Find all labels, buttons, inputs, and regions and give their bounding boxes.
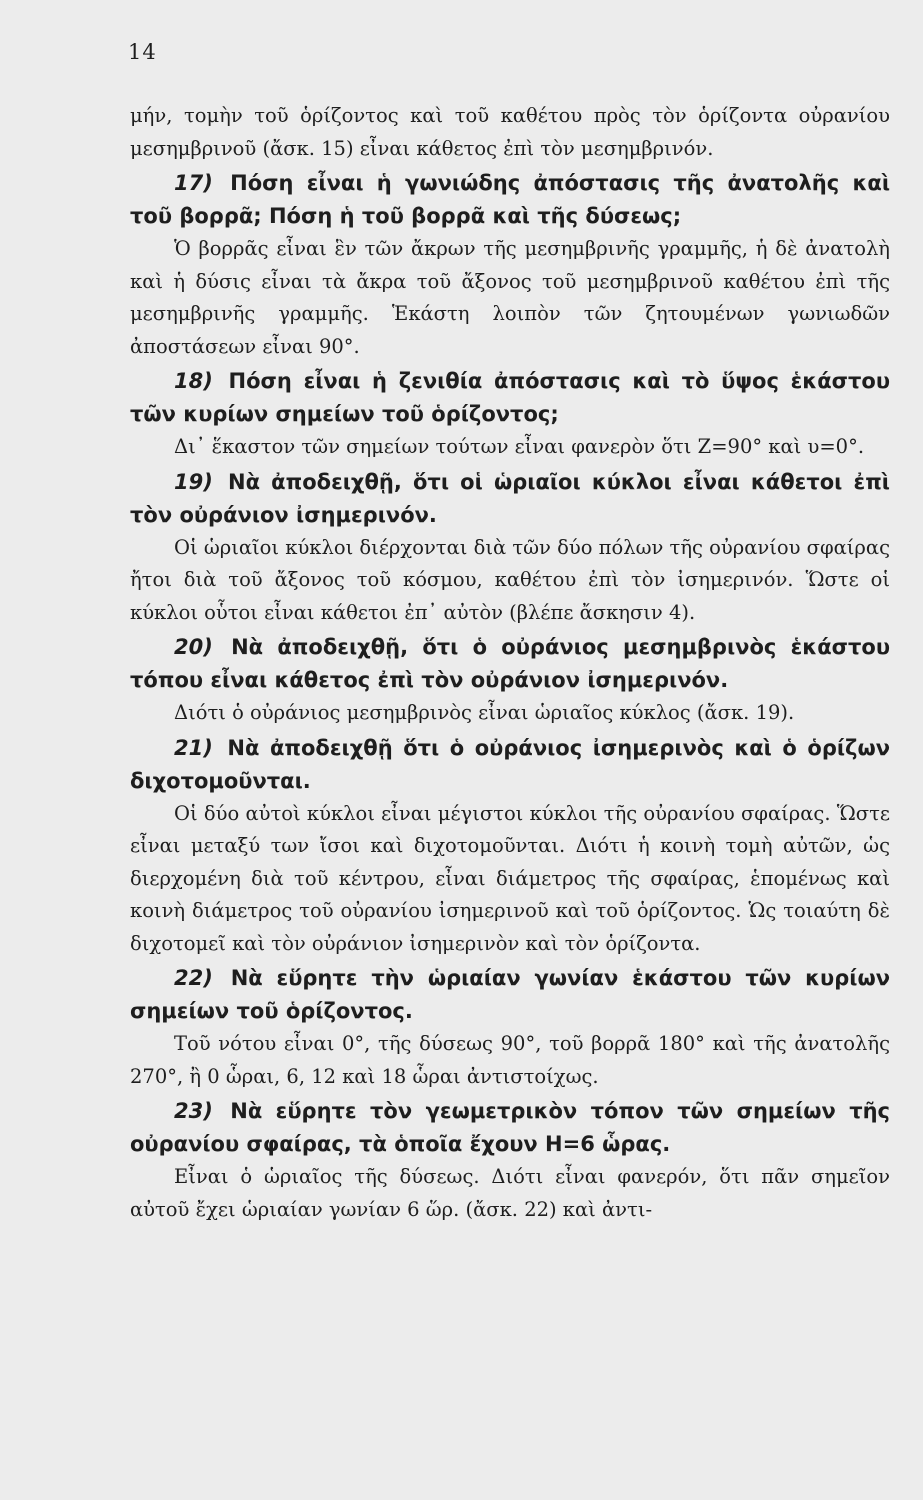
exercise-number: 20) bbox=[174, 635, 213, 659]
exercise-18-answer: Δι᾿ ἕκαστον τῶν σημείων τούτων εἶναι φανερὸν ὅτι Ζ=90° καὶ υ=0°. bbox=[174, 435, 865, 458]
exercise-number: 23) bbox=[174, 1099, 213, 1123]
exercise-number: 17) bbox=[174, 171, 213, 195]
paragraph-continuation: μήν, τομὴν τοῦ ὁρίζοντος καὶ τοῦ καθέτου πρὸς τὸν ὁρίζοντα οὐρανίου μεσημβρινοῦ (ἄσκ. 15) εἶναι κάθετος ἐπὶ τὸν μεσημβρινόν. bbox=[130, 104, 890, 160]
exercise-23-answer: Εἶναι ὁ ὡριαῖος τῆς δύσεως. Διότι εἶναι φανερόν, ὅτι πᾶν σημεῖον αὐτοῦ ἔχει ὡριαίαν γωνίαν 6 ὥρ. (ἄσκ. 22) καὶ ἀντι- bbox=[130, 1165, 890, 1221]
exercise-question: Νὰ εὕρητε τὴν ὡριαίαν γωνίαν ἑκάστου τῶν κυρίων σημείων τοῦ ὁρίζοντος. bbox=[130, 966, 891, 1023]
exercise-20-answer: Διότι ὁ οὐράνιος μεσημβρινὸς εἶναι ὡριαῖος κύκλος (ἄσκ. 19). bbox=[174, 701, 795, 724]
exercise-19-heading bbox=[130, 466, 890, 532]
exercise-question: Νὰ ἀποδειχθῇ, ὅτι ὁ οὐράνιος μεσημβρινὸς ἑκάστου τόπου εἶναι κάθετος ἐπὶ τὸν οὐράνιον ἰσημερινόν. bbox=[130, 635, 890, 692]
exercise-number: 19) bbox=[174, 469, 213, 494]
exercise-22-answer: Τοῦ νότου εἶναι 0°, τῆς δύσεως 90°, τοῦ βορρᾶ 180° καὶ τῆς ἀνατολῆς 270°, ἢ 0 ὧραι, 6, 12 καὶ 18 ὧραι ἀντιστοίχως. bbox=[130, 1032, 890, 1088]
exercise-question: Νὰ ἀποδειχθῇ ὅτι ὁ οὐράνιος ἰσημερινὸς καὶ ὁ ὁρίζων διχοτομοῦνται. bbox=[130, 735, 890, 793]
exercise-question: Νὰ ἀποδειχθῇ, ὅτι οἱ ὡριαῖοι κύκλοι εἶναι κάθετοι ἐπὶ τὸν οὐράνιον ἰσημερινόν. bbox=[130, 469, 890, 527]
exercise-17-answer: Ὁ βορρᾶς εἶναι ἓν τῶν ἄκρων τῆς μεσημβρινῆς γραμμῆς, ἡ δὲ ἀνατολὴ καὶ ἡ δύσις εἶναι τὰ ἄκρα τοῦ ἄξονος τοῦ μεσημβρινοῦ καθέτου ἐπὶ τῆς μεσημβρινῆς γραμμῆς. Ἑκάστη λοιπὸν τῶν ζητουμένων γωνιωδῶν ἀποστάσεων εἶναι 90°. bbox=[130, 237, 890, 358]
exercise-21-heading bbox=[130, 732, 890, 798]
exercise-20-heading bbox=[130, 631, 890, 697]
exercise-question: Νὰ εὕρητε τὸν γεωμετρικὸν τόπον τῶν σημείων τῆς οὐρανίου σφαίρας, τὰ ὁποῖα ἔχουν Η=6 ὧρας. bbox=[130, 1099, 891, 1156]
exercise-18-heading bbox=[130, 365, 890, 431]
exercise-question: Πόση εἶναι ἡ γωνιώδης ἀπόστασις τῆς ἀνατολῆς καὶ τοῦ βορρᾶ; Πόση ἡ τοῦ βορρᾶ καὶ τῆς δύσεως; bbox=[130, 171, 890, 228]
exercise-23-heading bbox=[130, 1095, 890, 1161]
exercise-22-heading bbox=[130, 962, 890, 1028]
page-body bbox=[130, 100, 890, 1226]
exercise-number: 21) bbox=[174, 735, 213, 760]
exercise-19-answer: Οἱ ὡριαῖοι κύκλοι διέρχονται διὰ τῶν δύο πόλων τῆς οὐρανίου σφαίρας ἤτοι διὰ τοῦ ἄξονος τοῦ κόσμου, καθέτου ἐπὶ τὸν ἰσημερινόν. Ὥστε οἱ κύκλοι οὗτοι εἶναι κάθετοι ἐπ᾿ αὐτὸν (βλέπε ἄσκησιν 4). bbox=[130, 535, 890, 624]
exercise-number: 22) bbox=[174, 966, 213, 990]
exercise-number: 18) bbox=[174, 369, 213, 393]
exercise-17-heading bbox=[130, 167, 890, 233]
exercise-question: Πόση εἶναι ἡ ζενιθία ἀπόστασις καὶ τὸ ὕψος ἑκάστου τῶν κυρίων σημείων τοῦ ὁρίζοντος; bbox=[130, 369, 891, 426]
page-number: 14 bbox=[128, 40, 157, 64]
exercise-21-answer: Οἱ δύο αὐτοὶ κύκλοι εἶναι μέγιστοι κύκλοι τῆς οὐρανίου σφαίρας. Ὥστε εἶναι μεταξύ των ἴσοι καὶ διχοτομοῦνται. Διότι ἡ κοινὴ τομὴ αὐτῶν, ὡς διερχομένη διὰ τοῦ κέντρου, εἶναι διάμετρος τῆς σφαίρας, ἑπομένως καὶ κοινὴ διάμετρος τοῦ οὐρανίου ἰσημερινοῦ καὶ τοῦ ὁρίζοντος. Ὡς τοιαύτη δὲ διχοτομεῖ καὶ τὸν οὐράνιον ἰσημερινὸν καὶ τὸν ὁρίζοντα. bbox=[130, 801, 890, 955]
